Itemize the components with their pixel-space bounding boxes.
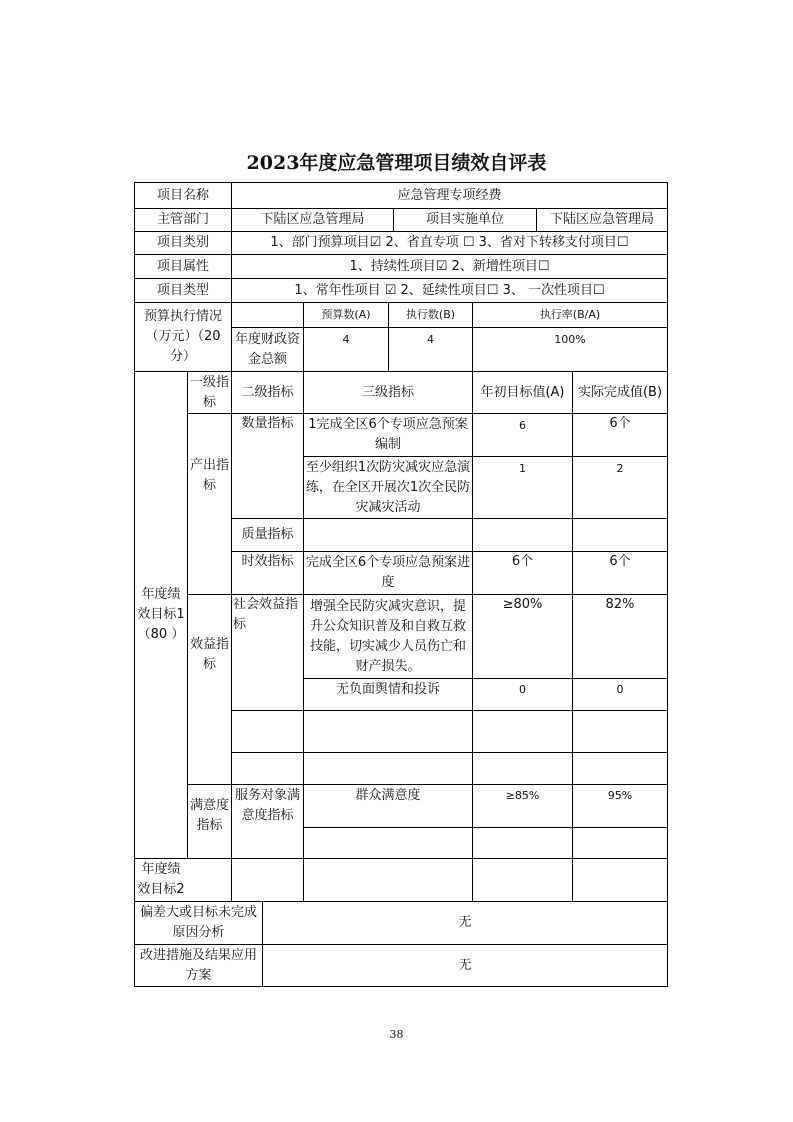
- sat-desc: 群众满意度: [355, 788, 421, 803]
- type-value: 1、常年性项目 ☑ 2、延续性项目☐ 3、 一次性项目☐: [294, 282, 605, 298]
- dept-label: 主管部门: [156, 212, 209, 227]
- s1-actual: 82%: [605, 597, 635, 612]
- page-title: 2023年度应急管理项目绩效自评表: [246, 152, 547, 174]
- header-level2: 二级指标: [241, 384, 294, 400]
- goal1-label: 年度绩效目标1（80 ）: [137, 587, 185, 642]
- time-label: 时效指标: [241, 554, 294, 569]
- impl-value: 下陆区应急管理局: [549, 212, 654, 227]
- project-name-label: 项目名称: [156, 187, 209, 203]
- header-actual: 实际完成值(B): [577, 384, 663, 400]
- q1-actual: 6个: [609, 416, 631, 431]
- budget-col-b: 执行数(B): [405, 308, 456, 321]
- header-level1: 一级指标: [189, 374, 229, 410]
- benefit-label: 效益指标: [189, 637, 229, 672]
- quality-label: 质量指标: [241, 527, 294, 542]
- attr-value: 1、持续性项目☑ 2、新增性项目☐: [349, 258, 550, 274]
- goal2-label: 年度绩效目标2: [137, 862, 185, 897]
- type-label: 项目类型: [156, 282, 209, 298]
- t1-actual: 6个: [609, 554, 631, 569]
- project-name-value: 应急管理专项经费: [397, 187, 502, 203]
- category-label: 项目类别: [156, 235, 209, 250]
- output-label: 产出指标: [189, 458, 229, 493]
- q1-desc: 1完成全区6个专项应急预案编制: [308, 417, 468, 452]
- q1-target: 6: [519, 419, 526, 432]
- quantity-label: 数量指标: [241, 416, 294, 431]
- q2-desc: 至少组织1次防灾减灾应急演练，在全区开展次1次全民防灾减灾活动: [305, 459, 471, 515]
- s1-target: ≥80%: [502, 597, 543, 612]
- q2-actual: 2: [616, 462, 624, 475]
- sat-actual: 95%: [607, 789, 633, 802]
- t1-target: 6个: [511, 554, 534, 569]
- header-target: 年初目标值(A): [480, 384, 565, 400]
- sat-target: ≥85%: [505, 789, 540, 802]
- s2-actual: 0: [616, 683, 624, 696]
- s1-desc: 增强全民防灾减灾意识，提升公众知识普及和自救互救技能，切实减少人员伤亡和财产损失。: [309, 598, 466, 674]
- improvement-value: 无: [458, 957, 472, 973]
- s2-target: 0: [519, 683, 526, 696]
- s2-desc: 无负面舆情和投诉: [335, 682, 440, 697]
- social-label: 社会效益指标: [233, 597, 299, 632]
- service-label: 服务对象满意度指标: [234, 788, 300, 823]
- budget-row-label: 年度财政资金总额: [234, 331, 300, 367]
- page-number: 38: [389, 1028, 404, 1041]
- satisfaction-label: 满意度指标: [189, 798, 229, 833]
- impl-label: 项目实施单位: [425, 212, 504, 227]
- header-level3: 三级指标: [361, 384, 414, 400]
- q2-target: 1: [519, 462, 526, 475]
- improvement-label: 改进措施及结果应用方案: [139, 947, 257, 983]
- attr-label: 项目属性: [156, 258, 209, 274]
- rate-value: 100%: [554, 333, 586, 346]
- category-value: 1、部门预算项目☑ 2、省直专项 ☐ 3、省对下转移支付项目☐: [270, 235, 629, 250]
- deviation-value: 无: [458, 915, 472, 930]
- t1-desc: 完成全区6个专项应急预案进度: [305, 555, 471, 590]
- budget-col-a: 预算数(A): [321, 308, 371, 321]
- exec-value: 4: [427, 333, 434, 346]
- budget-label: 预算执行情况（万元）（20分）: [143, 309, 222, 364]
- budget-value: 4: [342, 333, 350, 346]
- deviation-label: 偏差大或目标未完成原因分析: [139, 905, 257, 940]
- dept-value: 下陆区应急管理局: [260, 212, 365, 227]
- budget-col-rate: 执行率(B/A): [539, 308, 601, 321]
